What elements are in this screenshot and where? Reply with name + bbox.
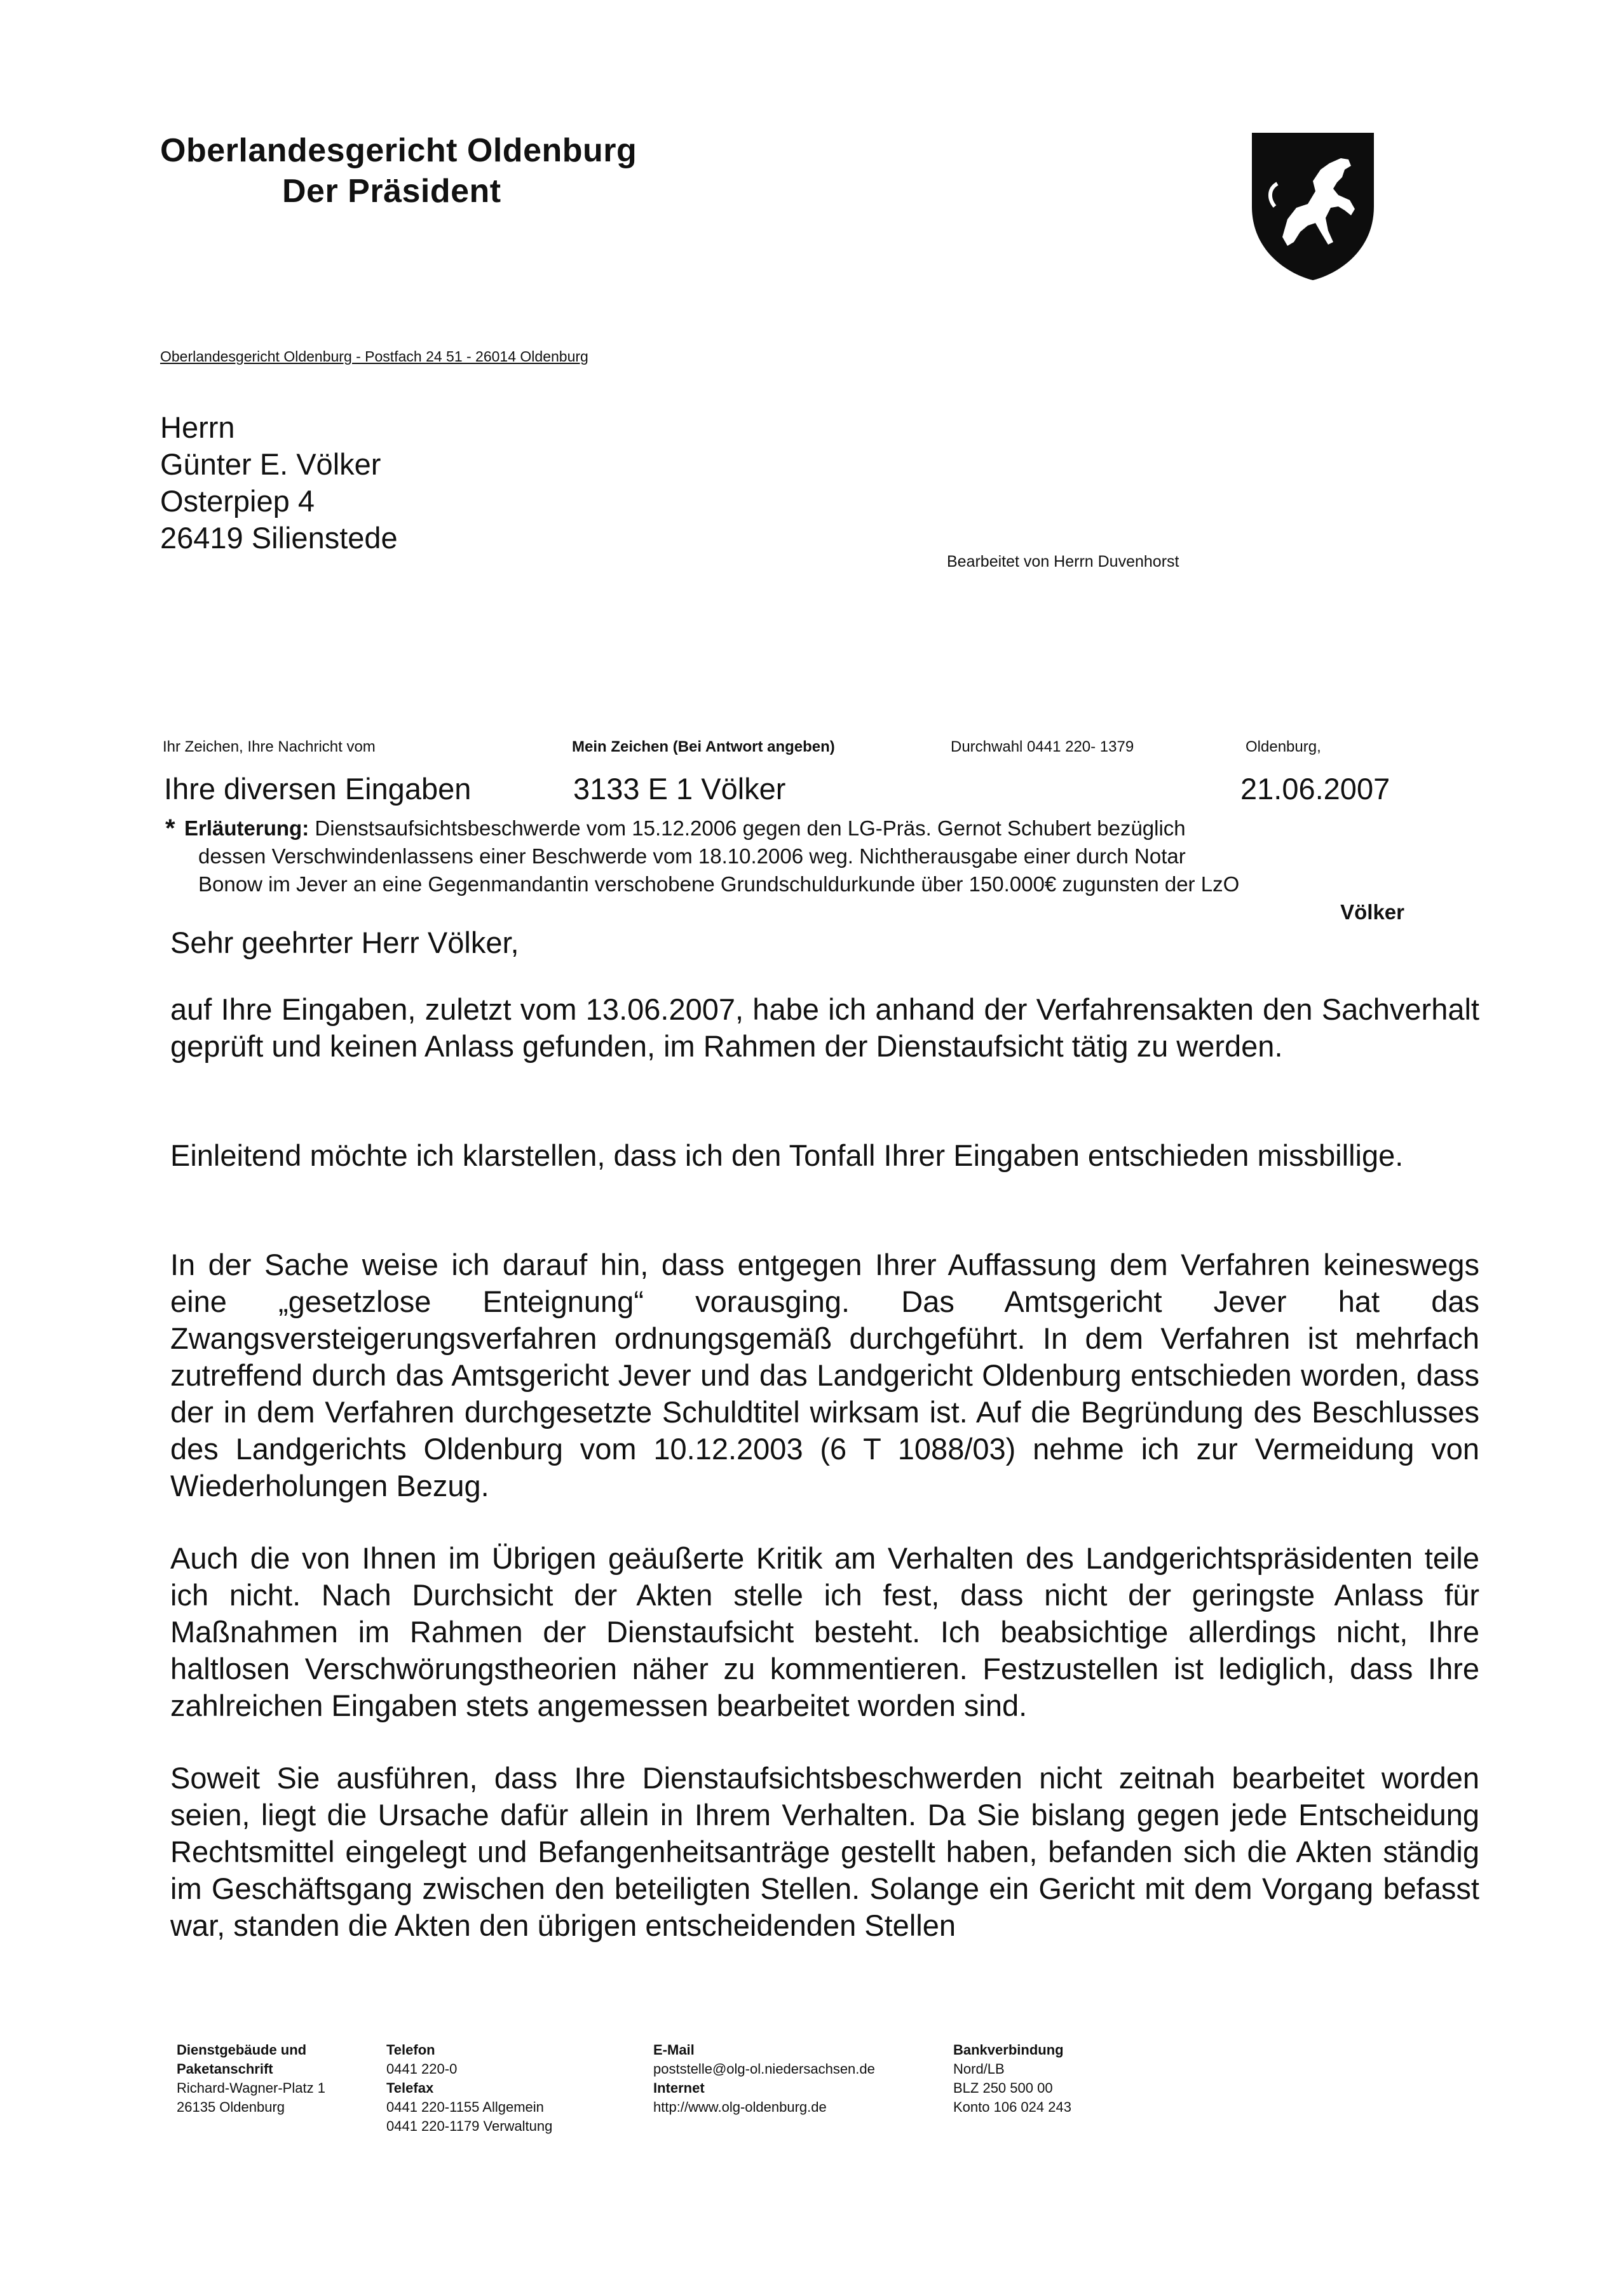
annotation-line: Bonow im Jever an eine Gegenmandantin verschobene Grundschuldurkunde über 150.000€ zugunsten der LzO — [198, 872, 1240, 896]
footer-line: Konto 106 024 243 — [953, 2099, 1071, 2115]
my-ref-value: 3133 E 1 Völker — [573, 772, 786, 806]
footer-phone — [386, 2041, 552, 2136]
body-paragraph — [170, 1540, 1479, 1724]
return-address: Oberlandesgericht Oldenburg - Postfach 24 51 - 26014 Oldenburg — [160, 348, 588, 365]
annotation-signature: Völker — [1340, 900, 1404, 924]
footer-heading: Paketanschrift — [177, 2061, 273, 2077]
footer-email: poststelle@olg-ol.niedersachsen.de — [653, 2061, 875, 2077]
court-office: Der Präsident — [282, 173, 501, 210]
recipient-address — [160, 409, 398, 557]
footer-heading: Internet — [653, 2080, 705, 2096]
body-paragraph — [170, 1246, 1479, 1504]
court-name: Oberlandesgericht Oldenburg — [160, 132, 637, 169]
footer-heading: Dienstgebäude und — [177, 2042, 307, 2058]
my-ref-label: Mein Zeichen (Bei Antwort angeben) — [572, 738, 835, 755]
annotation-line: dessen Verschwindenlassens einer Beschwerde vom 18.10.2006 weg. Nichtherausgabe einer durch Notar — [198, 844, 1186, 868]
paragraph-text: auf Ihre Eingaben, zuletzt vom 13.06.2007, habe ich anhand der Verfahrensakten den Sachverhalt geprüft und keinen Anlass gefunden, im Rahmen der Dienstaufsicht tätig zu werden. — [170, 992, 1479, 1063]
annotation-block — [165, 814, 1404, 926]
lower-saxony-horse-crest-icon — [1249, 130, 1376, 283]
footer-heading: Bankverbindung — [953, 2042, 1064, 2058]
footer-heading: E-Mail — [653, 2042, 695, 2058]
handled-by: Bearbeitet von Herrn Duvenhorst — [947, 553, 1179, 571]
footer-line: BLZ 250 500 00 — [953, 2080, 1053, 2096]
paragraph-text: In der Sache weise ich darauf hin, dass entgegen Ihrer Auffassung dem Verfahren keineswegs eine „gesetzlose Enteignung“ vorausging. Das Amtsgericht Jever hat das Zwangsversteigerungsverfahren ordnungsgemäß durchgeführt. In dem Verfahren ist mehrfach zutreffend durch das Amtsgericht Jever und das Landgericht Oldenburg entschieden worden, dass der in dem Verfahren durchgesetzte Schuldtitel wirksam ist. Auf die Begründung des Beschlusses des Landgerichts Oldenburg vom 10.12.2003 (6 T 1088/03) nehme ich zur Vermeidung von Wiederholungen Bezug. — [170, 1248, 1479, 1503]
body-paragraph — [170, 991, 1479, 1065]
footer-bank — [953, 2041, 1071, 2117]
court-letterhead — [160, 130, 637, 212]
recipient-city: 26419 Silienstede — [160, 521, 398, 555]
paragraph-text: Auch die von Ihnen im Übrigen geäußerte Kritik am Verhalten des Landgerichtspräsidenten teile ich nicht. Nach Durchsicht der Akten stelle ich fest, dass nicht der geringste Anlass für Maßnahmen im Rahmen der Dienstaufsicht besteht. Ich beabsichtige allerdings nicht, Ihre haltlosen Verschwörungstheorien näher zu kommentieren. Festzustellen ist lediglich, dass Ihre zahlreichen Eingaben stets angemessen bearbeitet worden sind. — [170, 1541, 1479, 1722]
footer-line: 0441 220-1155 Allgemein — [386, 2099, 544, 2115]
footer-heading: Telefax — [386, 2080, 434, 2096]
body-paragraph — [170, 1137, 1479, 1174]
footer-website: http://www.olg-oldenburg.de — [653, 2099, 827, 2115]
footer-heading: Telefon — [386, 2042, 435, 2058]
footer-line: 0441 220-0 — [386, 2061, 458, 2077]
phone-ext-label: Durchwahl 0441 220- 1379 — [951, 738, 1134, 755]
footer-line: Nord/LB — [953, 2061, 1005, 2077]
footer-contact — [653, 2041, 875, 2117]
footer-building — [177, 2041, 325, 2117]
annotation-line: Dienstsaufsichtsbeschwerde vom 15.12.2006 gegen den LG-Präs. Gernot Schubert bezüglich — [309, 816, 1186, 840]
paragraph-text: Einleitend möchte ich klarstellen, dass ich den Tonfall Ihrer Eingaben entschieden missbillige. — [170, 1138, 1404, 1172]
your-ref-label: Ihr Zeichen, Ihre Nachricht vom — [163, 738, 376, 755]
footer-line: 0441 220-1179 Verwaltung — [386, 2118, 553, 2134]
footer-line: Richard-Wagner-Platz 1 — [177, 2080, 325, 2096]
letter-date: 21.06.2007 — [1240, 772, 1390, 806]
recipient-street: Osterpiep 4 — [160, 484, 315, 518]
recipient-salutation: Herrn — [160, 410, 235, 444]
footer-line: 26135 Oldenburg — [177, 2099, 285, 2115]
paragraph-text: Soweit Sie ausführen, dass Ihre Dienstaufsichtsbeschwerden nicht zeitnah bearbeitet worden seien, liegt die Ursache dafür allein in Ihrem Verhalten. Da Sie bislang gegen jede Entscheidung Rechtsmittel eingelegt und Befangenheitsanträge gestellt haben, befanden sich die Akten ständig im Geschäftsgang zwischen den beteiligten Stellen. Solange ein Gericht mit dem Vorgang befasst war, standen die Akten den übrigen entscheidenden Stellen — [170, 1761, 1479, 1942]
place-label: Oldenburg, — [1246, 738, 1321, 755]
annotation-lead: Erläuterung: — [184, 816, 309, 840]
letter-salutation: Sehr geehrter Herr Völker, — [170, 926, 519, 959]
body-paragraph — [170, 1760, 1479, 1944]
recipient-name: Günter E. Völker — [160, 447, 381, 481]
your-ref-value: Ihre diversen Eingaben — [164, 772, 472, 806]
annotation-star: * — [165, 814, 175, 842]
